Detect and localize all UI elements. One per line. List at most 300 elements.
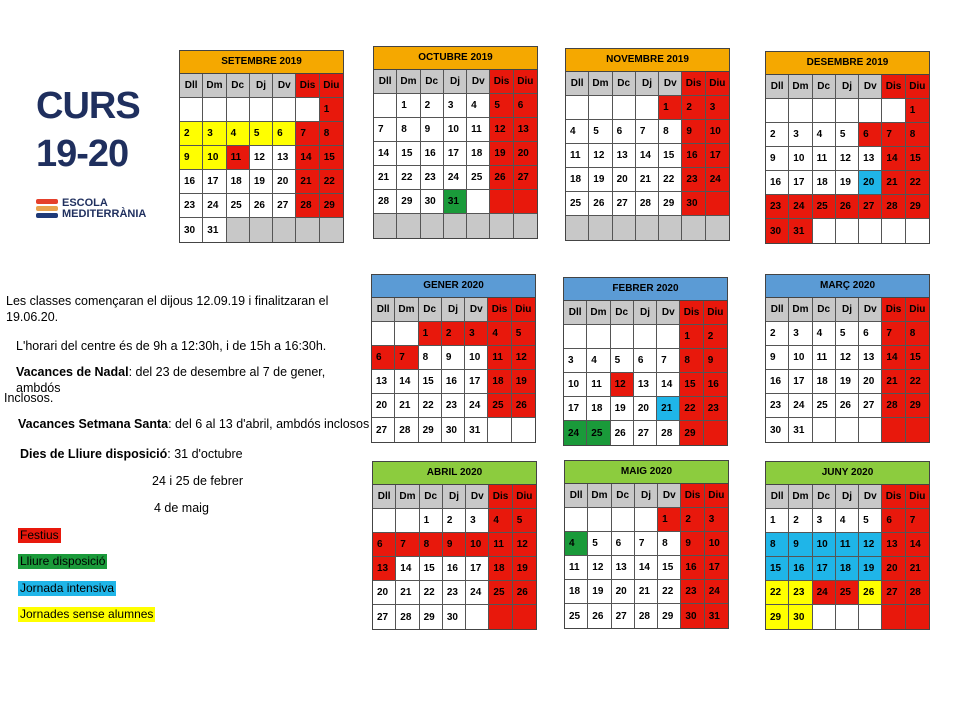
day-cell: 3 <box>813 509 836 533</box>
day-cell: 20 <box>859 171 882 195</box>
day-cell <box>566 216 589 240</box>
day-cell: 23 <box>682 168 705 192</box>
day-cell: 19 <box>836 171 859 195</box>
day-cell <box>396 509 419 533</box>
course-title-line1: CURS <box>36 85 140 127</box>
day-cell: 17 <box>705 556 728 580</box>
legend-intensiva: Jornada intensiva <box>20 581 115 595</box>
day-cell: 12 <box>859 533 882 557</box>
calendar-maig-2020 <box>564 460 729 629</box>
day-cell <box>636 216 659 240</box>
day-cell: 18 <box>565 580 588 604</box>
day-cell: 18 <box>587 397 610 421</box>
course-title-line2: 19-20 <box>36 133 129 175</box>
day-cell: 15 <box>420 557 443 581</box>
info-santa <box>18 416 369 432</box>
day-cell: 23 <box>443 581 466 605</box>
info-santa-text: : del 6 al 13 d'abril, ambdós inclosos <box>168 417 370 431</box>
weekday-header: Dis <box>296 74 319 98</box>
day-cell <box>766 99 789 123</box>
day-cell <box>373 509 396 533</box>
day-cell: 27 <box>882 581 905 605</box>
day-cell: 21 <box>296 170 319 194</box>
day-cell <box>836 418 859 442</box>
day-cell: 15 <box>419 370 442 394</box>
weekday-header: Diu <box>704 301 727 325</box>
day-cell: 2 <box>681 508 704 532</box>
weekday-header: Diu <box>706 72 729 96</box>
day-cell: 21 <box>882 171 905 195</box>
day-cell: 29 <box>906 195 929 219</box>
day-cell: 1 <box>658 508 681 532</box>
day-cell: 29 <box>680 421 703 445</box>
day-cell: 9 <box>421 118 444 142</box>
weekday-header: Dv <box>273 74 296 98</box>
day-cell: 11 <box>467 118 490 142</box>
day-cell <box>514 214 537 238</box>
legend-lliure: Lliure disposició <box>20 554 106 568</box>
day-cell: 26 <box>589 192 612 216</box>
day-cell: 4 <box>813 123 836 147</box>
info-lliure <box>20 446 243 462</box>
day-cell: 1 <box>659 96 682 120</box>
day-cell: 18 <box>813 171 836 195</box>
day-cell: 20 <box>613 168 636 192</box>
day-cell <box>612 508 635 532</box>
day-cell: 25 <box>565 604 588 628</box>
legend-sense-alumnes: Jornades sense alumnes <box>20 607 154 621</box>
day-cell: 16 <box>180 170 203 194</box>
day-cell: 15 <box>397 142 420 166</box>
day-cell: 27 <box>514 166 537 190</box>
day-cell: 13 <box>514 118 537 142</box>
day-cell <box>273 218 296 242</box>
day-cell: 27 <box>373 605 396 629</box>
day-cell: 2 <box>442 322 465 346</box>
day-cell: 11 <box>227 146 250 170</box>
day-cell: 26 <box>588 604 611 628</box>
day-cell: 24 <box>444 166 467 190</box>
day-cell <box>227 218 250 242</box>
day-cell: 24 <box>706 168 729 192</box>
day-cell: 5 <box>836 322 859 346</box>
day-cell: 28 <box>657 421 680 445</box>
day-cell <box>250 218 273 242</box>
day-cell: 14 <box>657 373 680 397</box>
weekday-header: Diu <box>906 298 929 322</box>
day-cell: 17 <box>466 557 489 581</box>
weekday-header: Dis <box>882 298 905 322</box>
day-cell: 12 <box>589 144 612 168</box>
day-cell: 30 <box>421 190 444 214</box>
day-cell: 24 <box>705 580 728 604</box>
weekday-header: Dj <box>250 74 273 98</box>
day-cell: 14 <box>635 556 658 580</box>
weekday-header: Dc <box>421 70 444 94</box>
month-title: FEBRER 2020 <box>564 278 727 301</box>
weekday-header: Dj <box>635 484 658 508</box>
day-cell: 23 <box>766 394 789 418</box>
weekday-header: Dc <box>420 485 443 509</box>
day-cell <box>514 190 537 214</box>
day-cell <box>836 99 859 123</box>
day-cell: 18 <box>836 557 859 581</box>
weekday-header: Dv <box>467 70 490 94</box>
weekday-header: Dll <box>565 484 588 508</box>
day-cell: 30 <box>682 192 705 216</box>
month-grid <box>565 484 728 628</box>
day-cell: 15 <box>680 373 703 397</box>
weekday-header: Dm <box>203 74 226 98</box>
day-cell: 20 <box>372 394 395 418</box>
weekday-header: Dv <box>859 485 882 509</box>
day-cell: 26 <box>836 394 859 418</box>
day-cell: 15 <box>320 146 343 170</box>
day-cell <box>566 96 589 120</box>
day-cell: 28 <box>906 581 929 605</box>
day-cell: 8 <box>397 118 420 142</box>
day-cell: 28 <box>396 605 419 629</box>
day-cell: 2 <box>682 96 705 120</box>
day-cell: 9 <box>766 346 789 370</box>
weekday-header: Dv <box>657 301 680 325</box>
day-cell: 6 <box>859 322 882 346</box>
school-logo <box>36 198 146 220</box>
day-cell: 17 <box>203 170 226 194</box>
day-cell <box>374 214 397 238</box>
day-cell: 19 <box>589 168 612 192</box>
day-cell: 8 <box>906 322 929 346</box>
day-cell: 15 <box>906 147 929 171</box>
day-cell: 22 <box>397 166 420 190</box>
day-cell: 13 <box>859 346 882 370</box>
weekday-header: Dll <box>180 74 203 98</box>
school-logo-text <box>62 198 146 220</box>
day-cell: 23 <box>442 394 465 418</box>
day-cell <box>813 605 836 629</box>
day-cell: 14 <box>906 533 929 557</box>
day-cell <box>859 99 882 123</box>
month-grid <box>766 75 929 243</box>
day-cell: 1 <box>766 509 789 533</box>
info-nadal <box>16 364 361 396</box>
day-cell <box>706 216 729 240</box>
weekday-header: Dll <box>374 70 397 94</box>
day-cell: 23 <box>421 166 444 190</box>
day-cell: 25 <box>467 166 490 190</box>
weekday-header: Dj <box>836 298 859 322</box>
day-cell: 27 <box>273 194 296 218</box>
weekday-header: Dj <box>442 298 465 322</box>
day-cell: 5 <box>513 509 536 533</box>
day-cell: 18 <box>467 142 490 166</box>
day-cell <box>882 418 905 442</box>
day-cell: 5 <box>512 322 535 346</box>
info-nadal-label: Vacances de Nadal <box>16 365 129 379</box>
day-cell: 22 <box>320 170 343 194</box>
month-title: OCTUBRE 2019 <box>374 47 537 70</box>
day-cell: 12 <box>588 556 611 580</box>
day-cell: 25 <box>813 195 836 219</box>
day-cell: 2 <box>766 123 789 147</box>
day-cell <box>836 219 859 243</box>
day-cell: 2 <box>704 325 727 349</box>
day-cell: 22 <box>680 397 703 421</box>
month-title: DESEMBRE 2019 <box>766 52 929 75</box>
day-cell: 5 <box>589 120 612 144</box>
day-cell: 12 <box>250 146 273 170</box>
day-cell: 14 <box>882 147 905 171</box>
day-cell: 21 <box>882 370 905 394</box>
day-cell <box>882 605 905 629</box>
weekday-header: Diu <box>906 75 929 99</box>
day-cell: 31 <box>789 219 812 243</box>
day-cell: 10 <box>813 533 836 557</box>
day-cell: 26 <box>250 194 273 218</box>
day-cell: 6 <box>273 122 296 146</box>
day-cell: 7 <box>395 346 418 370</box>
day-cell: 3 <box>564 349 587 373</box>
day-cell <box>613 96 636 120</box>
day-cell: 15 <box>906 346 929 370</box>
day-cell <box>589 96 612 120</box>
day-cell: 9 <box>442 346 465 370</box>
day-cell: 12 <box>836 147 859 171</box>
day-cell: 6 <box>859 123 882 147</box>
day-cell: 12 <box>836 346 859 370</box>
weekday-header: Diu <box>512 298 535 322</box>
day-cell <box>444 214 467 238</box>
day-cell <box>273 98 296 122</box>
day-cell: 16 <box>421 142 444 166</box>
day-cell: 31 <box>705 604 728 628</box>
day-cell: 28 <box>882 394 905 418</box>
weekday-header: Dm <box>789 485 812 509</box>
day-cell: 6 <box>514 94 537 118</box>
day-cell: 15 <box>659 144 682 168</box>
day-cell: 4 <box>467 94 490 118</box>
school-logo-line2: MEDITERRÀNIA <box>62 208 147 220</box>
day-cell: 10 <box>203 146 226 170</box>
day-cell: 22 <box>658 580 681 604</box>
calendar-juny-2020 <box>765 461 930 630</box>
day-cell: 7 <box>882 123 905 147</box>
day-cell: 3 <box>203 122 226 146</box>
day-cell: 7 <box>396 533 419 557</box>
day-cell <box>704 421 727 445</box>
day-cell: 18 <box>566 168 589 192</box>
day-cell <box>882 99 905 123</box>
day-cell: 31 <box>203 218 226 242</box>
day-cell: 10 <box>706 120 729 144</box>
day-cell: 5 <box>836 123 859 147</box>
weekday-header: Dll <box>766 75 789 99</box>
calendar-febrer-2020 <box>563 277 728 446</box>
day-cell <box>512 418 535 442</box>
day-cell <box>296 218 319 242</box>
day-cell: 25 <box>488 394 511 418</box>
day-cell: 23 <box>681 580 704 604</box>
day-cell: 27 <box>859 195 882 219</box>
day-cell: 19 <box>611 397 634 421</box>
day-cell: 12 <box>611 373 634 397</box>
month-grid <box>373 485 536 629</box>
month-title: GENER 2020 <box>372 275 535 298</box>
day-cell: 11 <box>813 147 836 171</box>
calendar-gener-2020 <box>371 274 536 443</box>
weekday-header: Dc <box>611 301 634 325</box>
calendar-novembre-2019 <box>565 48 730 241</box>
day-cell <box>513 605 536 629</box>
day-cell: 4 <box>488 322 511 346</box>
month-title: JUNY 2020 <box>766 462 929 485</box>
day-cell: 17 <box>444 142 467 166</box>
day-cell: 1 <box>420 509 443 533</box>
day-cell: 26 <box>512 394 535 418</box>
day-cell: 29 <box>658 604 681 628</box>
day-cell: 31 <box>789 418 812 442</box>
day-cell: 16 <box>766 171 789 195</box>
legend-festius: Festius <box>20 528 59 542</box>
day-cell: 28 <box>395 418 418 442</box>
day-cell: 2 <box>421 94 444 118</box>
day-cell: 27 <box>634 421 657 445</box>
day-cell <box>635 508 658 532</box>
day-cell: 20 <box>859 370 882 394</box>
day-cell: 9 <box>681 532 704 556</box>
day-cell: 13 <box>273 146 296 170</box>
day-cell <box>489 605 512 629</box>
day-cell: 25 <box>566 192 589 216</box>
day-cell: 19 <box>250 170 273 194</box>
weekday-header: Dll <box>373 485 396 509</box>
day-cell: 21 <box>636 168 659 192</box>
weekday-header: Dj <box>444 70 467 94</box>
day-cell: 22 <box>906 171 929 195</box>
day-cell: 7 <box>882 322 905 346</box>
day-cell: 29 <box>906 394 929 418</box>
day-cell: 23 <box>789 581 812 605</box>
day-cell <box>813 219 836 243</box>
day-cell: 25 <box>227 194 250 218</box>
day-cell: 21 <box>395 394 418 418</box>
day-cell: 22 <box>420 581 443 605</box>
info-nadal-text: : del 23 de desembre al 7 de gener, ambdós <box>16 365 326 395</box>
month-grid <box>180 74 343 242</box>
day-cell <box>296 98 319 122</box>
day-cell: 30 <box>442 418 465 442</box>
day-cell: 12 <box>512 346 535 370</box>
day-cell <box>636 96 659 120</box>
day-cell: 22 <box>906 370 929 394</box>
day-cell: 31 <box>465 418 488 442</box>
day-cell: 18 <box>227 170 250 194</box>
weekday-header: Dv <box>859 298 882 322</box>
day-cell: 13 <box>372 370 395 394</box>
day-cell <box>588 508 611 532</box>
day-cell: 19 <box>512 370 535 394</box>
weekday-header: Dj <box>836 485 859 509</box>
day-cell: 23 <box>704 397 727 421</box>
day-cell: 4 <box>227 122 250 146</box>
weekday-header: Dis <box>882 75 905 99</box>
weekday-header: Dis <box>681 484 704 508</box>
day-cell: 26 <box>836 195 859 219</box>
month-title: MARÇ 2020 <box>766 275 929 298</box>
day-cell: 13 <box>634 373 657 397</box>
day-cell: 26 <box>490 166 513 190</box>
day-cell: 17 <box>789 370 812 394</box>
day-cell: 1 <box>680 325 703 349</box>
day-cell: 9 <box>682 120 705 144</box>
day-cell: 31 <box>444 190 467 214</box>
day-cell: 7 <box>636 120 659 144</box>
day-cell: 25 <box>813 394 836 418</box>
day-cell: 29 <box>766 605 789 629</box>
day-cell <box>565 508 588 532</box>
day-cell: 24 <box>564 421 587 445</box>
day-cell: 1 <box>419 322 442 346</box>
day-cell: 11 <box>836 533 859 557</box>
day-cell: 21 <box>906 557 929 581</box>
day-cell: 22 <box>766 581 789 605</box>
info-schedule: L'horari del centre és de 9h a 12:30h, i de 15h a 16:30h. <box>16 339 327 353</box>
month-title: NOVEMBRE 2019 <box>566 49 729 72</box>
day-cell <box>836 605 859 629</box>
month-grid <box>374 70 537 238</box>
month-title: ABRIL 2020 <box>373 462 536 485</box>
day-cell: 25 <box>836 581 859 605</box>
day-cell <box>859 418 882 442</box>
weekday-header: Diu <box>320 74 343 98</box>
weekday-header: Dc <box>813 75 836 99</box>
day-cell: 10 <box>789 346 812 370</box>
day-cell: 3 <box>789 322 812 346</box>
day-cell: 8 <box>420 533 443 557</box>
day-cell: 20 <box>634 397 657 421</box>
day-cell: 6 <box>612 532 635 556</box>
weekday-header: Dm <box>395 298 418 322</box>
weekday-header: Dv <box>859 75 882 99</box>
day-cell: 24 <box>465 394 488 418</box>
day-cell <box>467 190 490 214</box>
day-cell: 22 <box>419 394 442 418</box>
weekday-header: Dll <box>766 485 789 509</box>
day-cell: 24 <box>203 194 226 218</box>
day-cell: 10 <box>564 373 587 397</box>
day-cell: 16 <box>704 373 727 397</box>
day-cell: 11 <box>566 144 589 168</box>
weekday-header: Dj <box>443 485 466 509</box>
month-title: MAIG 2020 <box>565 461 728 484</box>
day-cell: 13 <box>859 147 882 171</box>
day-cell <box>813 99 836 123</box>
day-cell: 21 <box>657 397 680 421</box>
day-cell: 30 <box>789 605 812 629</box>
day-cell: 16 <box>682 144 705 168</box>
course-title <box>36 82 140 178</box>
day-cell: 29 <box>420 605 443 629</box>
day-cell: 17 <box>706 144 729 168</box>
day-cell: 3 <box>789 123 812 147</box>
weekday-header: Diu <box>514 70 537 94</box>
month-title: SETEMBRE 2019 <box>180 51 343 74</box>
day-cell: 29 <box>397 190 420 214</box>
day-cell: 29 <box>419 418 442 442</box>
day-cell <box>227 98 250 122</box>
weekday-header: Diu <box>513 485 536 509</box>
day-cell: 30 <box>443 605 466 629</box>
